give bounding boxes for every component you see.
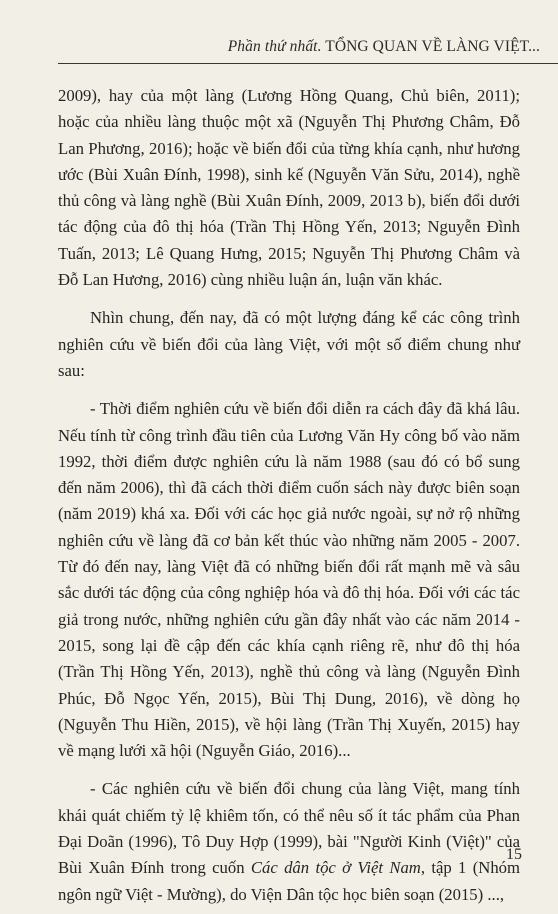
- running-header: [228, 38, 540, 56]
- paragraph-point-general-studies: [58, 776, 520, 907]
- paragraph-text-after: , tập 1 (Nhóm ngôn ngữ Việt - Mường), do Viện Dân tộc học biên soạn (2015) ...,: [58, 858, 520, 904]
- paragraph-overview: Nhìn chung, đến nay, đã có một lượng đáng kể các công trình nghiên cứu về biến đổi của làng Việt, với một số điểm chung như sau:: [58, 308, 520, 380]
- body-text: [58, 83, 520, 908]
- paragraph-point-timing: - Thời điểm nghiên cứu về biến đổi diễn ra cách đây đã khá lâu. Nếu tính từ công trình đầu tiên của Lương Văn Hy công bố vào năm 1992, thời điểm được nghiên cứu là năm 1988 (sau đó có bổ sung đến năm 2006), thì đã cách thời điểm cuốn sách này được biên soạn (năm 2019) khá xa. Đối với các học giả nước ngoài, sự nở rộ những nghiên cứu về làng đã cơ bản kết thúc vào những năm 2005 - 2007. Từ đó đến nay, làng Việt đã có những biến đổi rất mạnh mẽ và sâu sắc dưới tác động của công nghiệp hóa và đô thị hóa. Đối với các tác giả trong nước, những nghiên cứu gần đây nhất vào các năm 2014 - 2015, song lại đề cập đến các khía cạnh riêng rẽ, như đô thị hóa (Trần Thị Hồng Yến, 2013), nghề thủ công và làng (Nguyễn Đình Phúc, Đỗ Ngọc Yến, 2015), Bùi Thị Dung, 2016), về dòng họ (Nguyễn Thu Hiền, 2015), về hội làng (Trần Thị Xuyến, 2015) hay về mạng lưới xã hội (Nguyễn Giáo, 2016)...: [58, 399, 520, 761]
- header-rule: [58, 63, 558, 64]
- book-title-italic: Các dân tộc ở Việt Nam: [250, 858, 421, 878]
- paragraph-continuation: 2009), hay của một làng (Lương Hồng Quang, Chủ biên, 2011); hoặc của nhiều làng thuộc một xã (Nguyễn Thị Phương Châm, Đỗ Lan Phương, 2016); hoặc về biến đổi của từng khía cạnh, như hương ước (Bùi Xuân Đính, 1998), sinh kế (Nguyễn Văn Sửu, 2014), nghề thủ công và làng nghề (Bùi Xuân Đính, 2009, 2013 b), biến đổi dưới tác động của đô thị hóa (Trần Thị Hồng Yến, 2013; Nguyễn Đình Tuấn, 2013; Lê Quang Hưng, 2015; Nguyễn Thị Phương Châm và Đỗ Lan Hương, 2016) cùng nhiều luận án, luận văn khác.: [58, 86, 520, 290]
- paragraph-text-before: - Các nghiên cứu về biến đổi chung của làng Việt, mang tính khái quát chiếm tỷ lệ khiêm tốn, có thể nêu số ít tác phẩm của Phan Đại Doãn (1996), Tô Duy Hợp (1999), bài "Người Kinh (Việt)" của Bùi Xuân Đính trong cuốn: [58, 779, 520, 878]
- header-part-label: Phần thứ nhất.: [227, 38, 322, 55]
- page-number: 15: [506, 846, 522, 863]
- header-chapter-title: TỔNG QUAN VỀ LÀNG VIỆT...: [325, 38, 540, 55]
